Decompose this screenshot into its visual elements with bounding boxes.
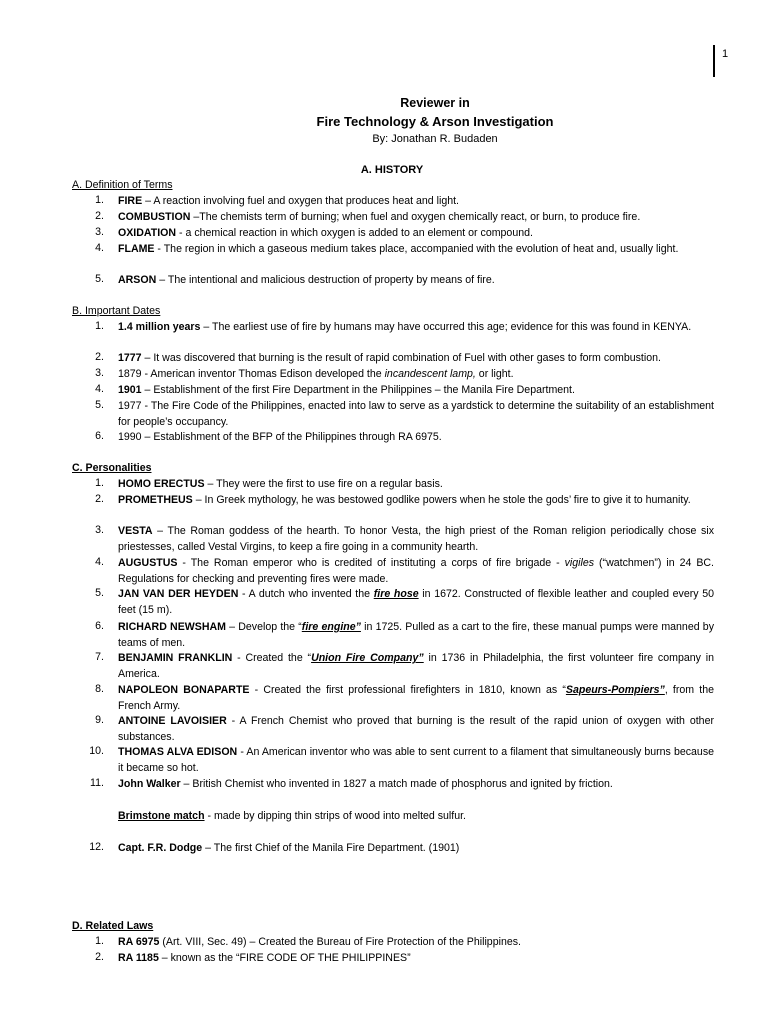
law-text: – known as the “FIRE CODE OF THE PHILIPPINES” xyxy=(158,952,411,964)
definition-item xyxy=(118,210,714,226)
date-item xyxy=(118,367,714,383)
personality-item xyxy=(118,620,714,651)
dates-heading: B. Important Dates xyxy=(72,305,161,317)
personality-term: Capt. F.R. Dodge xyxy=(118,842,203,854)
definition-item xyxy=(118,242,714,258)
personality-number: 8. xyxy=(95,683,104,695)
personality-number: 2. xyxy=(95,493,104,505)
personality-text: - An American inventor who was able to sent current to a filament that simultaneously burns because it became so hot. xyxy=(118,746,715,774)
definition-item xyxy=(118,226,714,242)
brimstone-text: - made by dipping thin strips of wood into melted sulfur. xyxy=(204,810,466,822)
personality-item xyxy=(118,745,714,776)
personality-item xyxy=(118,777,714,793)
personality-emphasis: Union Fire Company” xyxy=(311,652,424,664)
date-text: – The earliest use of fire by humans may have occurred this age; evidence for this was found in KENYA. xyxy=(200,321,692,333)
personality-text: – British Chemist who invented in 1827 a match made of phosphorus and ignited by friction. xyxy=(180,778,613,790)
personality-number: 4. xyxy=(95,556,104,568)
personality-item xyxy=(118,493,714,509)
definition-text: - a chemical reaction in which oxygen is added to an element or compound. xyxy=(176,227,533,239)
date-term: 1777 xyxy=(118,352,142,364)
date-number: 2. xyxy=(95,351,104,363)
definition-text: – A reaction involving fuel and oxygen that produces heat and light. xyxy=(142,195,459,207)
section-a-title: A. HISTORY xyxy=(360,164,424,176)
date-text: – It was discovered that burning is the result of rapid combination of Fuel with other gases to form combustion. xyxy=(141,352,661,364)
definition-text: - The region in which a gaseous medium takes place, accompanied with the evolution of heat and, usually light. xyxy=(154,243,679,255)
date-text: or light. xyxy=(475,368,514,380)
law-term: RA 1185 xyxy=(118,952,159,964)
personality-number: 3. xyxy=(95,524,104,536)
personality-term: PROMETHEUS xyxy=(118,494,193,506)
personality-item xyxy=(118,524,714,555)
date-text: – Establishment of the first Fire Department in the Philippines – the Manila Fire Department. xyxy=(141,384,575,396)
personality-number: 10. xyxy=(89,745,104,757)
personality-emphasis: fire engine” xyxy=(301,621,361,633)
personality-term: BENJAMIN FRANKLIN xyxy=(118,652,233,664)
personality-item xyxy=(118,556,714,587)
personality-item xyxy=(118,651,714,682)
personality-italic: vigiles xyxy=(564,557,595,569)
date-number: 4. xyxy=(95,383,104,395)
personality-term: AUGUSTUS xyxy=(118,557,178,569)
personality-item xyxy=(118,714,714,745)
personality-text: – Develop the “ xyxy=(225,621,302,633)
definition-term: ARSON xyxy=(118,274,157,286)
page-number: 1 xyxy=(722,48,729,60)
personality-item xyxy=(118,841,714,857)
date-text: 1879 - American inventor Thomas Edison developed the xyxy=(118,368,385,380)
personality-term: VESTA xyxy=(118,525,153,537)
personalities-heading: C. Personalities xyxy=(72,462,152,474)
date-text: 1977 - The Fire Code of the Philippines, enacted into law to serve as a yardstick to determine the suitability of an establishment for people’s occupancy. xyxy=(118,400,714,428)
definition-number: 3. xyxy=(95,226,104,238)
law-number: 1. xyxy=(95,935,104,947)
date-number: 3. xyxy=(95,367,104,379)
definition-term: OXIDATION xyxy=(118,227,177,239)
law-item xyxy=(118,935,714,951)
personality-term: JAN VAN DER HEYDEN xyxy=(118,588,239,600)
definition-text: –The chemists term of burning; when fuel and oxygen chemically react, or burn, to produce fire. xyxy=(190,211,641,223)
definition-number: 2. xyxy=(95,210,104,222)
personality-text: – The first Chief of the Manila Fire Department. (1901) xyxy=(202,842,460,854)
personality-text: - A dutch who invented the xyxy=(238,588,374,600)
brimstone-item xyxy=(118,809,714,825)
personality-item xyxy=(118,683,714,714)
personality-text: - The Roman emperor who is credited of instituting a corps of fire brigade - xyxy=(177,557,565,569)
law-term: RA 6975 xyxy=(118,936,160,948)
personality-number: 1. xyxy=(95,477,104,489)
definition-number: 1. xyxy=(95,194,104,206)
personality-term: NAPOLEON BONAPARTE xyxy=(118,684,250,696)
personality-text: in 1725. Pulled as a cart to the fire, these manual pumps were manned by teams of men. xyxy=(118,621,714,649)
date-item xyxy=(118,383,714,399)
personality-item xyxy=(118,587,714,618)
date-item xyxy=(118,430,714,446)
personality-number: 6. xyxy=(95,620,104,632)
personality-term: John Walker xyxy=(118,778,181,790)
date-text: 1990 – Establishment of the BFP of the Philippines through RA 6975. xyxy=(118,431,442,443)
personality-number: 11. xyxy=(90,777,104,789)
personality-term: ANTOINE LAVOISIER xyxy=(118,715,227,727)
personality-text: in 1672. Constructed of flexible leather and coupled every 50 feet (15 m). xyxy=(118,588,715,616)
personality-text: - Created the “ xyxy=(232,652,312,664)
definition-term: FLAME xyxy=(118,243,155,255)
definition-item xyxy=(118,194,714,210)
title-line-2: Fire Technology & Arson Investigation xyxy=(316,114,554,129)
date-item xyxy=(118,399,714,430)
personality-number: 12. xyxy=(89,841,104,853)
date-term: 1.4 million years xyxy=(118,321,201,333)
byline: By: Jonathan R. Budaden xyxy=(372,133,498,145)
personality-item xyxy=(118,477,714,493)
date-term: 1901 xyxy=(118,384,142,396)
personality-text: - Created the first professional firefighters in 1810, known as “ xyxy=(249,684,566,696)
personality-number: 7. xyxy=(95,651,104,663)
personality-text: , from the French Army. xyxy=(118,684,714,712)
brimstone-term: Brimstone match xyxy=(118,810,205,822)
date-italic: incandescent lamp, xyxy=(384,368,476,380)
definitions-heading: A. Definition of Terms xyxy=(72,179,173,191)
date-item xyxy=(118,320,714,336)
personality-term: HOMO ERECTUS xyxy=(118,478,205,490)
date-item xyxy=(118,351,714,367)
date-number: 6. xyxy=(95,430,104,442)
personality-text: (“watchmen”) in 24 BC. Regulations for checking and preventing fires were made. xyxy=(118,557,714,585)
definition-item xyxy=(118,273,714,289)
personality-text: in 1736 in Philadelphia, the first volunteer fire company in America. xyxy=(118,652,714,680)
definition-term: FIRE xyxy=(118,195,143,207)
definition-number: 4. xyxy=(95,242,104,254)
definition-term: COMBUSTION xyxy=(118,211,191,223)
personality-number: 9. xyxy=(95,714,104,726)
personality-text: – They were the first to use fire on a regular basis. xyxy=(204,478,443,490)
law-text: (Art. VIII, Sec. 49) – Created the Bureau of Fire Protection of the Philippines. xyxy=(159,936,521,948)
personality-emphasis: fire hose xyxy=(373,588,419,600)
personality-text: - A French Chemist who proved that burning is the result of the rapid union of oxygen with other substances. xyxy=(118,715,714,743)
personality-emphasis: Sapeurs-Pompiers” xyxy=(565,684,665,696)
personality-term: RICHARD NEWSHAM xyxy=(118,621,226,633)
date-number: 1. xyxy=(95,320,104,332)
personality-number: 5. xyxy=(95,587,104,599)
date-number: 5. xyxy=(95,399,104,411)
personality-term: THOMAS ALVA EDISON xyxy=(118,746,238,758)
laws-heading: D. Related Laws xyxy=(72,920,154,932)
page-number-rule xyxy=(713,45,715,77)
definition-text: – The intentional and malicious destruction of property by means of fire. xyxy=(156,274,495,286)
personality-text: – In Greek mythology, he was bestowed godlike powers when he stole the gods’ fire to give it to humanity. xyxy=(192,494,691,506)
definition-number: 5. xyxy=(95,273,104,285)
personality-text: – The Roman goddess of the hearth. To honor Vesta, the high priest of the Roman religion periodically chose six priestesses, called Vestal Virgins, to keep a fire going in a community hearth. xyxy=(118,525,714,553)
law-number: 2. xyxy=(95,951,104,963)
law-item xyxy=(118,951,714,967)
title-line-1: Reviewer in xyxy=(400,96,470,110)
